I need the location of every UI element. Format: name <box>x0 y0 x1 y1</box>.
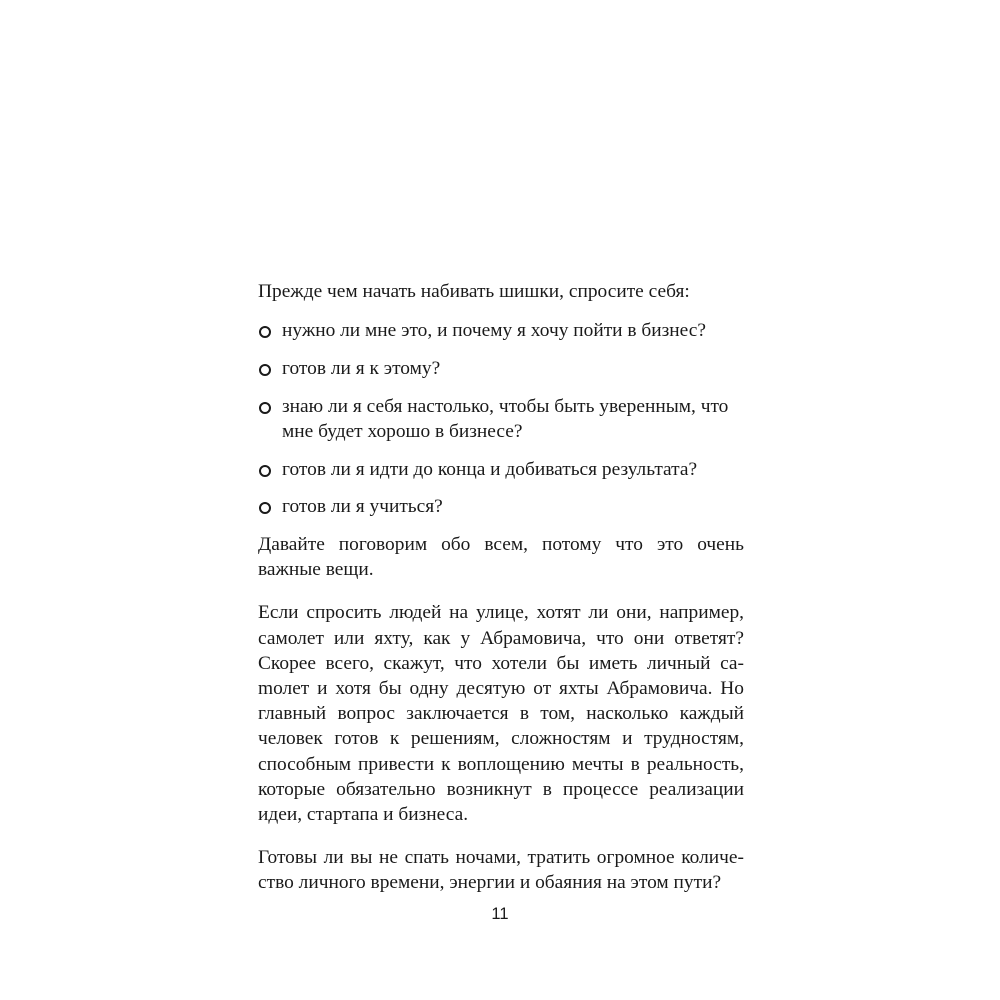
question-item <box>258 494 744 519</box>
page-number: 11 <box>491 905 509 923</box>
circle-bullet-icon <box>259 465 271 477</box>
body-paragraph: Если спросить людей на улице, хотят ли они, например, самолет или яхту, как у Абрамовича, что они ответят? Скорее всего, скажут, что хотели бы иметь личный саmолет и хотя бы одну десятую от яхты Абрамовича. Но главный вопрос заключается в том, насколько каждый человек готов к решениям, сложностям и трудностям, способным привести к воплощению мечты в реальность, которые обязательно возникнут в процессе реализации идеи, стартапа и бизнеса. <box>258 602 744 825</box>
text-column <box>258 279 744 914</box>
question-text: готов ли я учиться? <box>282 496 443 518</box>
circle-bullet-icon <box>259 364 271 376</box>
body-paragraph: Давайте поговорим обо всем, потому что это очень важные вещи. <box>258 533 744 581</box>
circle-bullet-icon <box>259 502 271 514</box>
question-text: готов ли я идти до конца и добиваться результата? <box>282 458 698 480</box>
body-paragraph: Готовы ли вы не спать ночами, тратить огромное количество личного времени, энергии и обаяния на этом пути? <box>258 847 744 894</box>
question-item <box>258 394 744 444</box>
question-text: нужно ли мне это, и почему я хочу пойти в бизнес? <box>282 320 706 342</box>
question-item <box>258 356 744 381</box>
circle-bullet-icon <box>259 326 271 338</box>
question-item <box>258 318 744 343</box>
question-text: готов ли я к этому? <box>282 357 441 379</box>
circle-bullet-icon <box>259 402 271 414</box>
question-text: знаю ли я себя настолько, чтобы быть уверенным, что мне будет хорошо в бизнесе? <box>282 395 729 442</box>
question-item <box>258 457 744 482</box>
question-list <box>258 318 744 519</box>
intro-paragraph: Прежде чем начать набивать шишки, спросите себя: <box>258 281 690 302</box>
